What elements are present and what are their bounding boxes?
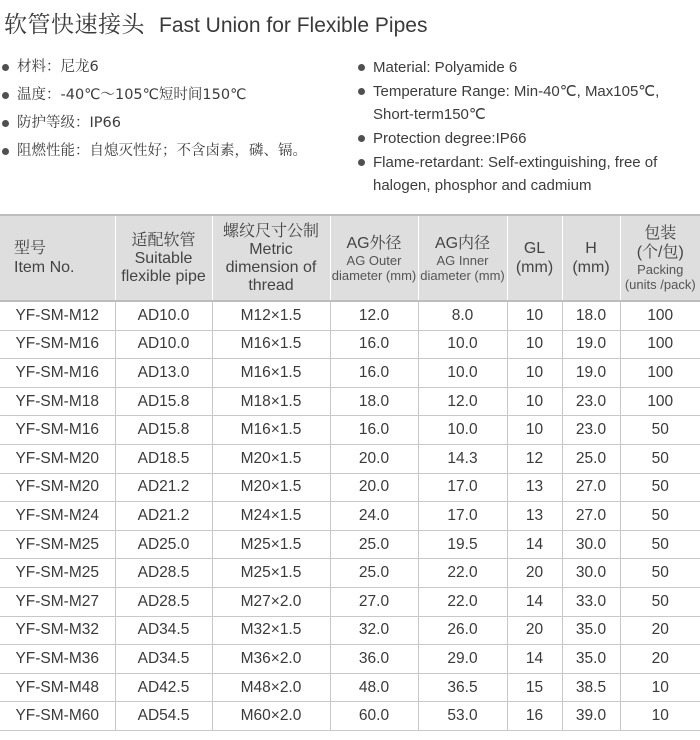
spec-text: 阻燃性能：自熄灭性好；不含卤素，磷、镉。 <box>17 143 307 159</box>
cell-thread: M36×2.0 <box>212 645 330 674</box>
cell-item-no: YF-SM-M25 <box>0 530 115 559</box>
cell-packing: 50 <box>620 530 700 559</box>
cell-h: 23.0 <box>562 416 620 445</box>
cell-thread: M60×2.0 <box>212 702 330 731</box>
cell-packing: 100 <box>620 359 700 388</box>
cell-h: 27.0 <box>562 502 620 531</box>
cell-packing: 100 <box>620 301 700 330</box>
cell-gl: 10 <box>507 301 562 330</box>
spec-text: Temperature Range: Min-40℃, Max105℃, Short-term150℃ <box>373 83 660 123</box>
bullet-icon <box>358 135 365 142</box>
cell-outer: 12.0 <box>330 301 418 330</box>
cell-packing: 50 <box>620 502 700 531</box>
cell-pipe: AD10.0 <box>115 301 212 330</box>
bullet-icon <box>2 120 9 127</box>
cell-gl: 10 <box>507 416 562 445</box>
cell-h: 39.0 <box>562 702 620 731</box>
spec-text: 材料：尼龙6 <box>17 59 99 75</box>
cell-packing: 50 <box>620 559 700 588</box>
cell-item-no: YF-SM-M16 <box>0 416 115 445</box>
spec-text: Material: Polyamide 6 <box>373 59 518 76</box>
cell-packing: 100 <box>620 387 700 416</box>
header-item-no: 型号 Item No. <box>0 215 115 301</box>
cell-thread: M25×1.5 <box>212 530 330 559</box>
cell-gl: 14 <box>507 587 562 616</box>
title-chinese: 软管快速接头 <box>4 12 145 38</box>
cell-pipe: AD28.5 <box>115 559 212 588</box>
cell-h: 35.0 <box>562 616 620 645</box>
cell-gl: 13 <box>507 502 562 531</box>
header-outer-diameter: AG外径 AG Outer diameter (mm) <box>330 215 418 301</box>
cell-h: 35.0 <box>562 645 620 674</box>
cell-outer: 60.0 <box>330 702 418 731</box>
cell-h: 30.0 <box>562 530 620 559</box>
table-row <box>0 444 700 473</box>
spec-item-flame-en <box>356 151 696 197</box>
cell-item-no: YF-SM-M27 <box>0 587 115 616</box>
cell-thread: M20×1.5 <box>212 444 330 473</box>
cell-h: 38.5 <box>562 673 620 702</box>
spec-item-material-cn <box>0 56 340 79</box>
spec-text: Protection degree:IP66 <box>373 130 527 147</box>
cell-inner: 53.0 <box>418 702 507 731</box>
cell-pipe: AD54.5 <box>115 702 212 731</box>
cell-gl: 10 <box>507 359 562 388</box>
table-row <box>0 530 700 559</box>
cell-inner: 36.5 <box>418 673 507 702</box>
table-row <box>0 473 700 502</box>
cell-gl: 13 <box>507 473 562 502</box>
table-row <box>0 587 700 616</box>
cell-item-no: YF-SM-M24 <box>0 502 115 531</box>
table-row <box>0 359 700 388</box>
bullet-icon <box>2 148 9 155</box>
spec-item-flame-cn <box>0 140 340 163</box>
cell-item-no: YF-SM-M18 <box>0 387 115 416</box>
cell-h: 19.0 <box>562 330 620 359</box>
cell-outer: 25.0 <box>330 530 418 559</box>
table-header-row <box>0 215 700 301</box>
table-row <box>0 502 700 531</box>
cell-outer: 25.0 <box>330 559 418 588</box>
table-body <box>0 301 700 730</box>
spec-list-english <box>356 56 696 198</box>
cell-pipe: AD10.0 <box>115 330 212 359</box>
cell-packing: 50 <box>620 444 700 473</box>
spec-text: 温度：-40℃～105℃短时间150℃ <box>17 87 247 103</box>
cell-packing: 50 <box>620 473 700 502</box>
title-english: Fast Union for Flexible Pipes <box>159 14 428 37</box>
table-row <box>0 416 700 445</box>
bullet-icon <box>2 92 9 99</box>
cell-pipe: AD15.8 <box>115 416 212 445</box>
cell-pipe: AD21.2 <box>115 502 212 531</box>
cell-pipe: AD42.5 <box>115 673 212 702</box>
header-packing: 包装 (个/包) Packing (units /pack) <box>620 215 700 301</box>
header-inner-diameter: AG内径 AG Inner diameter (mm) <box>418 215 507 301</box>
cell-thread: M20×1.5 <box>212 473 330 502</box>
cell-gl: 15 <box>507 673 562 702</box>
cell-inner: 10.0 <box>418 359 507 388</box>
cell-thread: M27×2.0 <box>212 587 330 616</box>
cell-inner: 22.0 <box>418 587 507 616</box>
cell-thread: M16×1.5 <box>212 330 330 359</box>
cell-packing: 50 <box>620 416 700 445</box>
cell-h: 23.0 <box>562 387 620 416</box>
cell-h: 18.0 <box>562 301 620 330</box>
cell-item-no: YF-SM-M16 <box>0 359 115 388</box>
product-spec-table <box>0 214 700 731</box>
cell-gl: 20 <box>507 616 562 645</box>
table-row <box>0 559 700 588</box>
spec-text: 防护等级：IP66 <box>17 115 121 131</box>
cell-thread: M16×1.5 <box>212 416 330 445</box>
cell-item-no: YF-SM-M48 <box>0 673 115 702</box>
cell-inner: 29.0 <box>418 645 507 674</box>
bullet-icon <box>358 88 365 95</box>
cell-item-no: YF-SM-M20 <box>0 444 115 473</box>
cell-outer: 27.0 <box>330 587 418 616</box>
cell-item-no: YF-SM-M36 <box>0 645 115 674</box>
spec-text: Flame-retardant: Self-extinguishing, free of halogen, phosphor and cadmium <box>373 154 658 194</box>
cell-pipe: AD25.0 <box>115 530 212 559</box>
cell-outer: 16.0 <box>330 416 418 445</box>
cell-gl: 10 <box>507 387 562 416</box>
spec-item-temperature-en <box>356 80 696 126</box>
cell-gl: 20 <box>507 559 562 588</box>
cell-inner: 14.3 <box>418 444 507 473</box>
cell-item-no: YF-SM-M20 <box>0 473 115 502</box>
cell-thread: M24×1.5 <box>212 502 330 531</box>
bullet-icon <box>2 64 9 71</box>
table-row <box>0 673 700 702</box>
cell-outer: 18.0 <box>330 387 418 416</box>
header-suitable-pipe: 适配软管 Suitable flexible pipe <box>115 215 212 301</box>
cell-outer: 20.0 <box>330 473 418 502</box>
header-gl: GL (mm) <box>507 215 562 301</box>
table-row <box>0 702 700 731</box>
cell-outer: 24.0 <box>330 502 418 531</box>
cell-inner: 22.0 <box>418 559 507 588</box>
spec-list-chinese <box>0 56 340 168</box>
spec-item-protection-en <box>356 127 696 150</box>
cell-item-no: YF-SM-M25 <box>0 559 115 588</box>
table-row <box>0 330 700 359</box>
cell-packing: 10 <box>620 702 700 731</box>
cell-gl: 14 <box>507 645 562 674</box>
spec-item-protection-cn <box>0 112 340 135</box>
cell-inner: 10.0 <box>418 416 507 445</box>
cell-pipe: AD28.5 <box>115 587 212 616</box>
cell-inner: 10.0 <box>418 330 507 359</box>
cell-pipe: AD15.8 <box>115 387 212 416</box>
cell-thread: M25×1.5 <box>212 559 330 588</box>
table-row <box>0 616 700 645</box>
cell-item-no: YF-SM-M16 <box>0 330 115 359</box>
cell-pipe: AD34.5 <box>115 645 212 674</box>
cell-thread: M18×1.5 <box>212 387 330 416</box>
cell-inner: 17.0 <box>418 502 507 531</box>
header-h: H (mm) <box>562 215 620 301</box>
cell-pipe: AD34.5 <box>115 616 212 645</box>
cell-inner: 8.0 <box>418 301 507 330</box>
cell-item-no: YF-SM-M32 <box>0 616 115 645</box>
table-row <box>0 301 700 330</box>
cell-h: 25.0 <box>562 444 620 473</box>
bullet-icon <box>358 64 365 71</box>
table-row <box>0 645 700 674</box>
cell-pipe: AD21.2 <box>115 473 212 502</box>
spec-item-material-en <box>356 56 696 79</box>
cell-inner: 26.0 <box>418 616 507 645</box>
cell-inner: 19.5 <box>418 530 507 559</box>
cell-gl: 16 <box>507 702 562 731</box>
cell-outer: 20.0 <box>330 444 418 473</box>
cell-outer: 48.0 <box>330 673 418 702</box>
page-title <box>4 6 427 38</box>
cell-packing: 20 <box>620 616 700 645</box>
bullet-icon <box>358 159 365 166</box>
cell-pipe: AD18.5 <box>115 444 212 473</box>
cell-packing: 100 <box>620 330 700 359</box>
cell-h: 30.0 <box>562 559 620 588</box>
cell-item-no: YF-SM-M60 <box>0 702 115 731</box>
cell-packing: 20 <box>620 645 700 674</box>
spec-item-temperature-cn <box>0 84 340 107</box>
cell-outer: 32.0 <box>330 616 418 645</box>
header-thread: 螺纹尺寸公制 Metric dimension of thread <box>212 215 330 301</box>
cell-thread: M32×1.5 <box>212 616 330 645</box>
cell-inner: 12.0 <box>418 387 507 416</box>
table-row <box>0 387 700 416</box>
cell-packing: 50 <box>620 587 700 616</box>
cell-inner: 17.0 <box>418 473 507 502</box>
cell-gl: 10 <box>507 330 562 359</box>
cell-pipe: AD13.0 <box>115 359 212 388</box>
cell-item-no: YF-SM-M12 <box>0 301 115 330</box>
cell-packing: 10 <box>620 673 700 702</box>
cell-gl: 12 <box>507 444 562 473</box>
cell-outer: 16.0 <box>330 330 418 359</box>
cell-h: 27.0 <box>562 473 620 502</box>
cell-h: 33.0 <box>562 587 620 616</box>
cell-thread: M16×1.5 <box>212 359 330 388</box>
cell-thread: M12×1.5 <box>212 301 330 330</box>
cell-outer: 16.0 <box>330 359 418 388</box>
cell-outer: 36.0 <box>330 645 418 674</box>
cell-thread: M48×2.0 <box>212 673 330 702</box>
cell-gl: 14 <box>507 530 562 559</box>
cell-h: 19.0 <box>562 359 620 388</box>
